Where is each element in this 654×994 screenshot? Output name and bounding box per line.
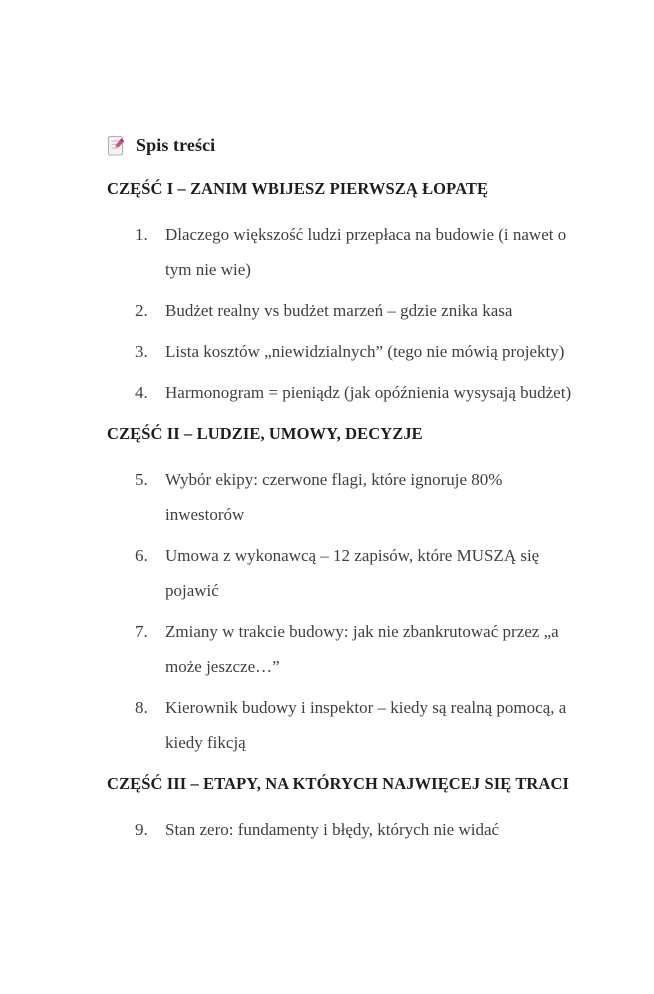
toc-item-text: Lista kosztów „niewidzialnych” (tego nie mówią projekty) (165, 342, 565, 361)
memo-icon (106, 135, 127, 157)
section-item-list (106, 462, 576, 760)
toc-item-number: 5. (135, 470, 148, 489)
toc-item-number: 4. (135, 383, 148, 402)
toc-item-text: Harmonogram = pieniądz (jak opóźnienia wysysają budżet) (165, 383, 572, 402)
toc-section (106, 766, 576, 847)
toc-item-number: 8. (135, 698, 148, 717)
toc-item-number: 3. (135, 342, 148, 361)
toc-item (135, 462, 576, 532)
toc-item (135, 375, 576, 410)
toc-item-text: Budżet realny vs budżet marzeń – gdzie znika kasa (165, 301, 513, 320)
toc-item-text: Wybór ekipy: czerwone flagi, które ignoruje 80% inwestorów (165, 470, 503, 524)
section-heading: CZĘŚĆ III – ETAPY, NA KTÓRYCH NAJWIĘCEJ SIĘ TRACI (107, 774, 569, 793)
toc-header (106, 128, 576, 163)
toc-item-number: 2. (135, 301, 148, 320)
toc-sections (106, 171, 576, 847)
toc-section (106, 171, 576, 410)
toc-item (135, 690, 576, 760)
toc-item-text: Stan zero: fundamenty i błędy, których nie widać (165, 820, 500, 839)
toc-item-number: 6. (135, 546, 148, 565)
toc-item (135, 293, 576, 328)
toc-item-number: 1. (135, 225, 148, 244)
toc-item-text: Zmiany w trakcie budowy: jak nie zbankrutować przez „a może jeszcze…” (165, 622, 559, 676)
toc-item-number: 9. (135, 820, 148, 839)
toc-item-text: Kierownik budowy i inspektor – kiedy są realną pomocą, a kiedy fikcją (165, 698, 567, 752)
toc-section (106, 416, 576, 760)
section-item-list (106, 812, 576, 847)
toc-item (135, 538, 576, 608)
toc-item-text: Dlaczego większość ludzi przepłaca na budowie (i nawet o tym nie wie) (165, 225, 567, 279)
toc-item-number: 7. (135, 622, 148, 641)
toc-title: Spis treści (136, 135, 216, 155)
toc-item (135, 614, 576, 684)
section-item-list (106, 217, 576, 410)
toc-item (135, 334, 576, 369)
section-heading: CZĘŚĆ II – LUDZIE, UMOWY, DECYZJE (107, 424, 423, 443)
toc-item-text: Umowa z wykonawcą – 12 zapisów, które MUSZĄ się pojawić (165, 546, 540, 600)
section-heading: CZĘŚĆ I – ZANIM WBIJESZ PIERWSZĄ ŁOPATĘ (107, 179, 489, 198)
toc-item (135, 812, 576, 847)
toc-item (135, 217, 576, 287)
